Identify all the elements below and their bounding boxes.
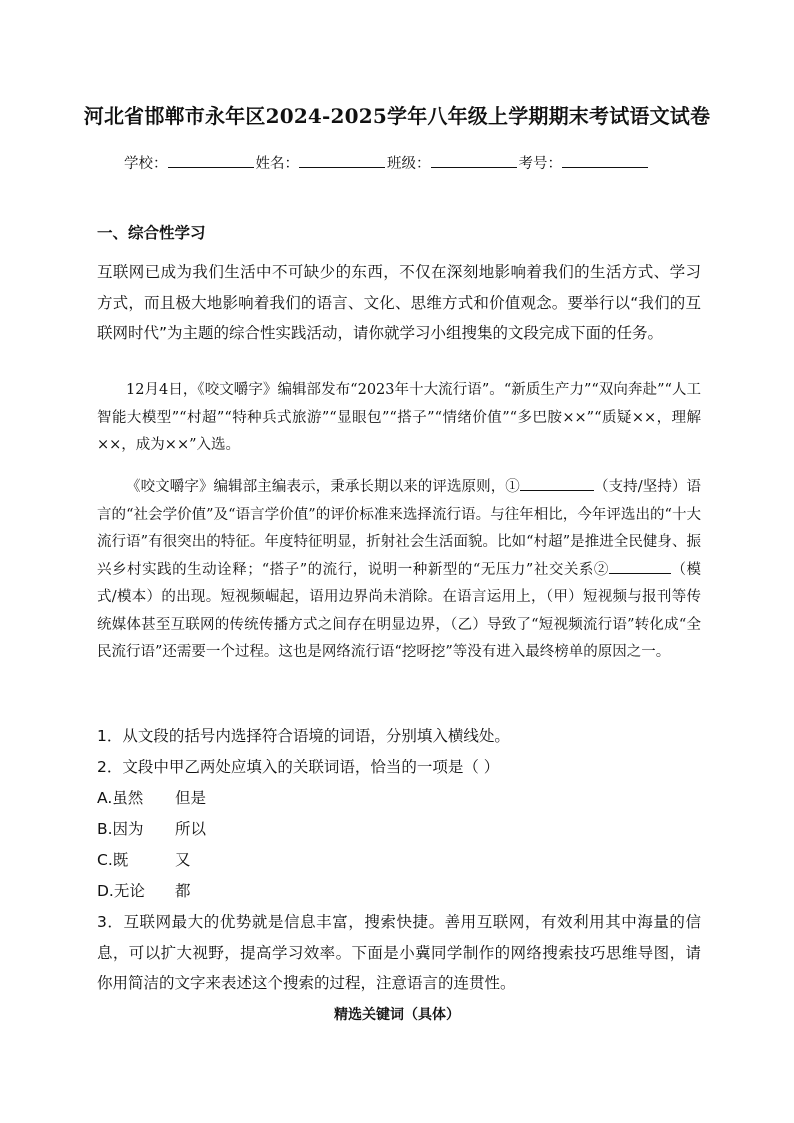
option-text: 都 (175, 882, 191, 900)
student-info-row (124, 152, 684, 173)
passage-paragraph-1: 12月4日，《咬文嚼字》编辑部发布“2023年十大流行语”。“新质生产力”“双向奔赴”“人工智能大模型”“村超”“特种兵式旅游”“显眼包”“搭子”“情绪价值”“多巴胺××”“质疑××，理解××，成为××”入选。 (97, 382, 701, 453)
question-2: 2．文段中甲乙两处应填入的关联词语，恰当的一项是（ ） (97, 758, 500, 776)
option-text: 又 (175, 851, 191, 869)
option-label: B.因为 (97, 820, 144, 838)
number-blank[interactable] (562, 153, 648, 168)
exam-title: 河北省邯郸市永年区2024-2025学年八年级上学期期末考试语文试卷 (83, 104, 711, 128)
question-3: 3．互联网最大的优势就是信息丰富，搜索快捷。善用互联网，有效利用其中海量的信息，可以扩大视野，提高学习效率。下面是小冀同学制作的网络搜索技巧思维导图，请你用简洁的文字来表述这个搜索的过程，注意语言的连贯性。 (97, 913, 701, 992)
class-blank[interactable] (431, 153, 517, 168)
passage-text-b: （支持/坚持）语言的“社会学价值”及“语言学价值”的评价标准来选择流行语。与往年相比，今年评选出的“十大流行语”有很突出的特征。年度特征明显，折射社会生活面貌。比如“村超”是推进全民健身、振兴乡村实践的生动诠释；“搭子”的流行，说明一种新型的“无压力”社交关系② (97, 479, 702, 578)
name-label: 姓名： (255, 156, 299, 172)
option-label: C.既 (97, 851, 129, 869)
option-a[interactable] (97, 783, 206, 814)
school-label: 学校： (124, 156, 168, 172)
option-label: D.无论 (97, 882, 145, 900)
option-b[interactable] (97, 814, 206, 845)
mindmap-node-label: 精选关键词（具体） (334, 1007, 460, 1023)
question-1: 1．从文段的括号内选择符合语境的词语，分别填入横线处。 (97, 727, 510, 745)
option-text: 所以 (175, 820, 207, 838)
intro-paragraph: 互联网已成为我们生活中不可缺少的东西，不仅在深刻地影响着我们的生活方式、学习方式，而且极大地影响着我们的语言、文化、思维方式和价值观念。要举行以“我们的互联网时代”为主题的综合性实践活动，请你就学习小组搜集的文段完成下面的任务。 (97, 263, 701, 342)
option-d[interactable] (97, 876, 191, 907)
passage-text-c: （模式/模本）的出现。短视频崛起，语用边界尚未消除。在语言运用上，（甲）短视频与报刊等传统媒体甚至互联网的传统传播方式之间存在明显边界，（乙）导致了“短视频流行语”转化成“全民流行语”还需要一个过程。这也是网络流行语“挖呀挖”等没有进入最终榜单的原因之一。 (97, 561, 701, 660)
number-label: 考号： (518, 156, 562, 172)
section-heading: 一、综合性学习 (97, 224, 206, 242)
passage-text-a: 《咬文嚼字》编辑部主编表示，秉承长期以来的评选原则，① (126, 479, 520, 495)
option-c[interactable] (97, 845, 191, 876)
fill-blank-2[interactable] (609, 559, 671, 574)
class-label: 班级： (387, 156, 431, 172)
option-label: A.虽然 (97, 789, 144, 807)
name-blank[interactable] (299, 153, 385, 168)
passage-paragraph-2 (97, 474, 701, 667)
option-text: 但是 (175, 789, 207, 807)
school-blank[interactable] (168, 153, 254, 168)
fill-blank-1[interactable] (520, 476, 594, 491)
